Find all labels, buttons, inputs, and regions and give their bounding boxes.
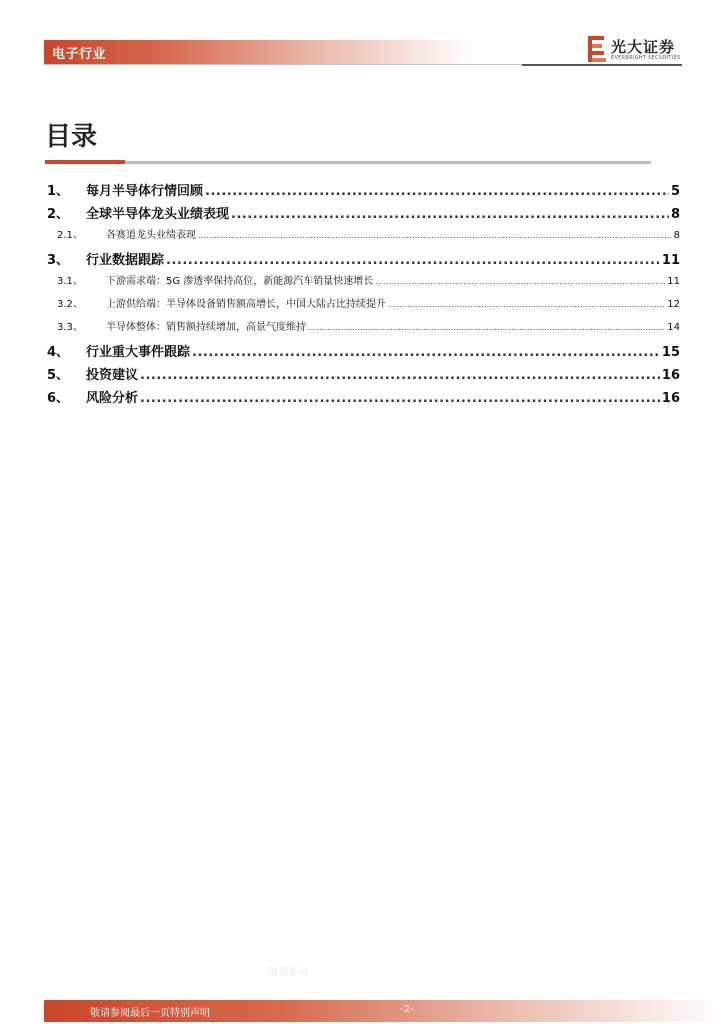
toc-entry-title: 投资建议 bbox=[86, 368, 139, 383]
toc-entry-number: 3.2、 bbox=[57, 299, 83, 310]
toc-leader-dots bbox=[198, 230, 672, 241]
toc-entry-title: 下游需求端：5G 渗透率保持高位，新能源汽车销量快速增长 bbox=[106, 276, 374, 287]
page-title: 目录 bbox=[45, 122, 98, 152]
toc-entry-page: 11 bbox=[661, 253, 680, 268]
toc-leader-dots bbox=[192, 345, 660, 360]
header-band bbox=[44, 40, 474, 64]
toc-entry[interactable] bbox=[45, 364, 681, 387]
logo-mark-icon bbox=[588, 36, 606, 62]
toc-entry[interactable] bbox=[45, 249, 681, 272]
header-rule-accent bbox=[522, 64, 682, 66]
toc-entry-page: 14 bbox=[667, 322, 680, 333]
toc-entry-title: 各赛道龙头业绩表现 bbox=[106, 230, 196, 241]
toc-leader-dots bbox=[166, 253, 660, 268]
toc-leader-dots bbox=[140, 391, 660, 406]
footer-disclaimer-note: 敬请参阅最后一页特别声明 bbox=[90, 1008, 210, 1019]
toc-entry[interactable] bbox=[45, 387, 681, 410]
toc-entry-page: 8 bbox=[673, 230, 680, 241]
footer-band bbox=[44, 1000, 724, 1022]
toc-entry-title: 行业重大事件跟踪 bbox=[86, 345, 191, 360]
toc-entry-page: 5 bbox=[670, 184, 680, 199]
toc-entry-title: 每月半导体行情回顾 bbox=[86, 184, 204, 199]
toc-entry-number: 6、 bbox=[47, 391, 70, 406]
toc-entry-number: 2.1、 bbox=[57, 230, 83, 241]
toc-entry-page: 8 bbox=[670, 207, 680, 222]
toc-leader-dots bbox=[231, 207, 669, 222]
toc-entry[interactable] bbox=[45, 180, 681, 203]
toc-entry-number: 1、 bbox=[47, 184, 70, 199]
toc-entry[interactable] bbox=[45, 341, 681, 364]
toc-leader-dots bbox=[140, 368, 660, 383]
toc-subentry[interactable] bbox=[45, 318, 681, 341]
logo-chinese-name: 光大证券 bbox=[611, 38, 676, 56]
toc-subentry[interactable] bbox=[45, 272, 681, 295]
table-of-contents bbox=[45, 180, 681, 410]
toc-entry-number: 3、 bbox=[47, 253, 70, 268]
toc-entry-number: 2、 bbox=[47, 207, 70, 222]
toc-entry-number: 4、 bbox=[47, 345, 70, 360]
toc-entry[interactable] bbox=[45, 203, 681, 226]
toc-leader-dots bbox=[375, 276, 665, 287]
toc-entry-page: 16 bbox=[661, 391, 680, 406]
toc-entry-page: 11 bbox=[667, 276, 680, 287]
toc-subentry[interactable] bbox=[45, 295, 681, 318]
company-logo bbox=[588, 36, 683, 64]
toc-entry-number: 3.3、 bbox=[57, 322, 83, 333]
title-rule bbox=[45, 161, 651, 164]
toc-leader-dots bbox=[388, 299, 665, 310]
toc-entry-title: 全球半导体龙头业绩表现 bbox=[86, 207, 230, 222]
toc-leader-dots bbox=[205, 184, 669, 199]
toc-subentry[interactable] bbox=[45, 226, 681, 249]
toc-entry-page: 15 bbox=[661, 345, 680, 360]
toc-leader-dots bbox=[308, 322, 665, 333]
toc-entry-number: 5、 bbox=[47, 368, 70, 383]
watermark: 敬请参阅 bbox=[268, 967, 308, 978]
toc-entry-title: 半导体整体：销售额持续增加，高景气度维持 bbox=[106, 322, 306, 333]
toc-entry-page: 16 bbox=[661, 368, 680, 383]
section-label: 电子行业 bbox=[52, 47, 107, 62]
title-rule-accent bbox=[45, 160, 125, 164]
toc-entry-title: 风险分析 bbox=[86, 391, 139, 406]
toc-entry-number: 3.1、 bbox=[57, 276, 83, 287]
footer-page-number: -2- bbox=[400, 1004, 414, 1015]
toc-entry-title: 上游供给端：半导体设备销售额高增长，中国大陆占比持续提升 bbox=[106, 299, 386, 310]
toc-entry-page: 12 bbox=[667, 299, 680, 310]
logo-english-name: EVERBRIGHT SECURITIES bbox=[611, 55, 681, 61]
toc-entry-title: 行业数据跟踪 bbox=[86, 253, 165, 268]
